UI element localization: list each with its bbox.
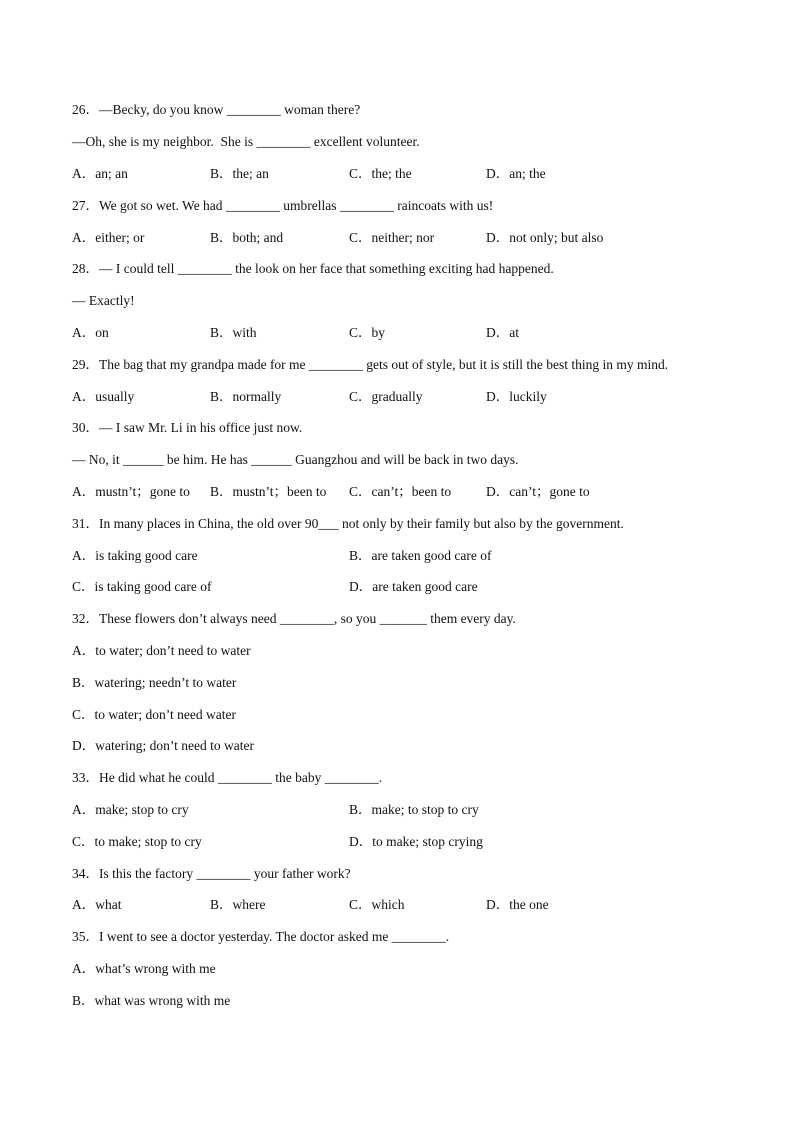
question-28-options <box>72 323 734 343</box>
option-a[interactable]: A．an; an <box>72 166 128 181</box>
question-30-options <box>72 482 734 502</box>
option-b[interactable]: B．normally <box>210 389 282 404</box>
option-b[interactable]: B．watering; needn’t to water <box>72 675 237 690</box>
option-a[interactable]: A．is taking good care <box>72 548 198 563</box>
question-28-dialog: — Exactly! <box>72 293 135 308</box>
option-d[interactable]: D．can’t；gone to <box>486 484 590 499</box>
option-c[interactable]: C．neither; nor <box>349 230 435 245</box>
question-27-options <box>72 228 734 248</box>
option-a[interactable]: A．on <box>72 325 109 340</box>
option-d[interactable]: D．not only; but also <box>486 230 604 245</box>
option-c[interactable]: C．to water; don’t need water <box>72 707 236 722</box>
question-28-stem: 28．— I could tell ________ the look on her face that something exciting had happened. <box>72 261 554 276</box>
option-a[interactable]: A．mustn’t；gone to <box>72 484 190 499</box>
question-31-stem: 31．In many places in China, the old over 90___ not only by their family but also by the government. <box>72 516 624 531</box>
option-b[interactable]: B．what was wrong with me <box>72 993 231 1008</box>
option-c[interactable]: C．can’t；been to <box>349 484 452 499</box>
question-32-stem: 32．These flowers don’t always need ________, so you _______ them every day. <box>72 611 516 626</box>
option-c[interactable]: C．by <box>349 325 386 340</box>
question-33-options-row1 <box>72 800 734 820</box>
option-b[interactable]: B．make; to stop to cry <box>349 802 479 817</box>
option-a[interactable]: A．what’s wrong with me <box>72 961 216 976</box>
option-c[interactable]: C．which <box>349 897 405 912</box>
question-30-stem: 30．— I saw Mr. Li in his office just now. <box>72 420 303 435</box>
question-30-dialog: — No, it ______ be him. He has ______ Guangzhou and will be back in two days. <box>72 452 519 467</box>
option-b[interactable]: B．where <box>210 897 266 912</box>
option-a[interactable]: A．what <box>72 897 122 912</box>
option-d[interactable]: D．are taken good care <box>349 579 478 594</box>
option-b[interactable]: B．both; and <box>210 230 284 245</box>
question-31-options-row1 <box>72 546 734 566</box>
question-26-dialog: —Oh, she is my neighbor. She is ________ excellent volunteer. <box>72 134 420 149</box>
option-a[interactable]: A．to water; don’t need to water <box>72 643 251 658</box>
option-d[interactable]: D．to make; stop crying <box>349 834 483 849</box>
option-c[interactable]: C．is taking good care of <box>72 579 212 594</box>
question-27-stem: 27．We got so wet. We had ________ umbrellas ________ raincoats with us! <box>72 198 494 213</box>
option-a[interactable]: A．make; stop to cry <box>72 802 189 817</box>
option-d[interactable]: D．watering; don’t need to water <box>72 738 254 753</box>
option-a[interactable]: A．either; or <box>72 230 145 245</box>
option-b[interactable]: B．are taken good care of <box>349 548 492 563</box>
question-26-options <box>72 164 734 184</box>
option-d[interactable]: D．an; the <box>486 166 546 181</box>
option-c[interactable]: C．the; the <box>349 166 412 181</box>
option-b[interactable]: B．with <box>210 325 257 340</box>
option-c[interactable]: C．gradually <box>349 389 423 404</box>
question-26-stem: 26．—Becky, do you know ________ woman there? <box>72 102 361 117</box>
option-b[interactable]: B．mustn’t；been to <box>210 484 327 499</box>
option-d[interactable]: D．at <box>486 325 519 340</box>
option-a[interactable]: A．usually <box>72 389 135 404</box>
question-31-options-row2 <box>72 577 734 597</box>
option-d[interactable]: D．the one <box>486 897 549 912</box>
question-33-stem: 33．He did what he could ________ the baby ________. <box>72 770 383 785</box>
question-29-options <box>72 387 734 407</box>
question-35-stem: 35．I went to see a doctor yesterday. The doctor asked me ________. <box>72 929 450 944</box>
question-34-stem: 34．Is this the factory ________ your father work? <box>72 866 351 881</box>
question-29-stem: 29．The bag that my grandpa made for me ________ gets out of style, but it is still the best thing in my mind. <box>72 357 669 372</box>
question-33-options-row2 <box>72 832 734 852</box>
option-b[interactable]: B．the; an <box>210 166 269 181</box>
question-34-options <box>72 895 734 915</box>
option-c[interactable]: C．to make; stop to cry <box>72 834 202 849</box>
option-d[interactable]: D．luckily <box>486 389 547 404</box>
